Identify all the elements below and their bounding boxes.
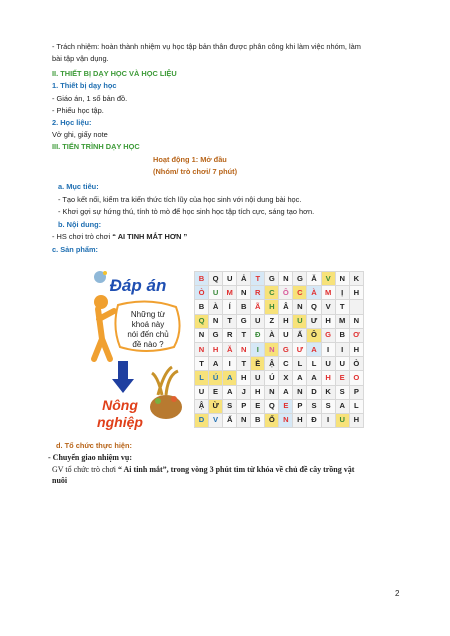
grid-cell: I xyxy=(223,357,237,371)
grid-cell: E xyxy=(335,371,349,385)
grid-cell: Í xyxy=(223,300,237,314)
sub-heading: b. Nội dung: xyxy=(58,220,102,229)
grid-cell: Ò xyxy=(349,357,363,371)
grid-cell: N xyxy=(265,385,279,399)
grid-cell: Â xyxy=(279,300,293,314)
illustration-title: Đáp án xyxy=(109,276,167,295)
grid-cell: O xyxy=(349,371,363,385)
grid-row xyxy=(195,342,364,356)
svg-text:Những từ: Những từ xyxy=(130,310,166,319)
text-line: - Chuyển giao nhiệm vụ: xyxy=(48,453,133,462)
grid-cell: X xyxy=(279,371,293,385)
grid-cell: A xyxy=(279,385,293,399)
grid-cell: Ấ xyxy=(293,328,307,342)
grid-cell: T xyxy=(223,314,237,328)
sub-heading: 2. Học liệu: xyxy=(52,118,92,127)
grid-cell: G xyxy=(265,272,279,286)
grid-cell: R xyxy=(251,286,265,300)
grid-cell: Ò xyxy=(195,286,209,300)
section-heading: III. TIẾN TRÌNH DẠY HỌC xyxy=(52,142,140,151)
answer-line-1: Nông xyxy=(102,397,138,413)
grid-cell: G xyxy=(209,328,223,342)
grid-cell: B xyxy=(251,413,265,427)
grid-cell: K xyxy=(321,385,335,399)
wheat-basket-icon xyxy=(150,367,182,419)
text-line: - Phiếu học tập. xyxy=(52,106,104,115)
grid-cell: N xyxy=(293,385,307,399)
grid-cell: N xyxy=(279,413,293,427)
grid-row xyxy=(195,314,364,328)
grid-row xyxy=(195,371,364,385)
grid-cell: H xyxy=(251,385,265,399)
grid-cell xyxy=(349,300,363,314)
activity-subtitle: (Nhóm/ trò chơi/ 7 phút) xyxy=(153,167,238,176)
grid-cell: U xyxy=(251,314,265,328)
grid-cell: T xyxy=(237,328,251,342)
grid-cell: G xyxy=(237,314,251,328)
grid-cell: Z xyxy=(265,314,279,328)
grid-cell: D xyxy=(307,385,321,399)
grid-cell: D xyxy=(195,413,209,427)
grid-cell: V xyxy=(209,413,223,427)
grid-cell: À xyxy=(307,286,321,300)
grid-cell: U xyxy=(335,413,349,427)
grid-cell: M xyxy=(321,286,335,300)
text-line: GV tổ chức trò chơi “ Ai tinh mắt”, trong vòng 3 phút tìm từ khóa về chủ đề cây trồng vật xyxy=(52,465,355,474)
grid-cell: Ơ xyxy=(349,328,363,342)
grid-cell: Ừ xyxy=(209,399,223,413)
grid-cell: N xyxy=(279,272,293,286)
grid-cell: N xyxy=(237,286,251,300)
grid-cell: B xyxy=(237,300,251,314)
activity-title: Hoạt động 1: Mở đầu xyxy=(153,155,227,164)
grid-row xyxy=(195,357,364,371)
grid-cell: Ề xyxy=(251,357,265,371)
grid-cell: U xyxy=(195,385,209,399)
grid-cell: Ư xyxy=(293,342,307,356)
text-line: - Tạo kết nối, kiểm tra kiến thức tích lũy của học sinh với nội dung bài học. xyxy=(58,195,302,204)
grid-cell: Ư xyxy=(307,314,321,328)
grid-cell: H xyxy=(349,286,363,300)
grid-cell: A xyxy=(223,371,237,385)
sub-heading: 1. Thiết bị dạy học xyxy=(52,81,117,90)
grid-cell: S xyxy=(335,385,349,399)
word-search-grid xyxy=(194,271,364,428)
grid-cell: L xyxy=(293,357,307,371)
grid-cell: G xyxy=(293,272,307,286)
grid-cell: I xyxy=(251,342,265,356)
sub-heading: a. Mục tiêu: xyxy=(58,182,99,191)
grid-cell: G xyxy=(279,342,293,356)
grid-row xyxy=(195,413,364,427)
text-line: - Giáo án, 1 số bản đồ. xyxy=(52,94,128,103)
grid-cell: U xyxy=(251,371,265,385)
sub-heading: c. Sản phẩm: xyxy=(52,245,98,254)
answer-illustration xyxy=(86,267,186,435)
sub-heading: d. Tổ chức thực hiện: xyxy=(56,441,132,450)
grid-cell: S xyxy=(321,399,335,413)
grid-cell: N xyxy=(335,272,349,286)
grid-cell: Ị xyxy=(335,286,349,300)
grid-cell: B xyxy=(195,300,209,314)
grid-cell: T xyxy=(195,357,209,371)
grid-cell: Ă xyxy=(307,272,321,286)
grid-row xyxy=(195,385,364,399)
grid-cell: R xyxy=(223,328,237,342)
grid-cell: U xyxy=(335,357,349,371)
grid-cell: E xyxy=(251,399,265,413)
grid-cell: G xyxy=(321,328,335,342)
grid-cell: Ô xyxy=(307,328,321,342)
grid-cell: U xyxy=(293,314,307,328)
grid-cell: Ô xyxy=(279,286,293,300)
svg-text:khoá này: khoá này xyxy=(131,320,165,329)
grid-cell: C xyxy=(279,357,293,371)
grid-row xyxy=(195,286,364,300)
grid-cell: M xyxy=(223,286,237,300)
text-line: - Khơi gợi sự hứng thú, tính tò mò để học sinh học tập tích cực, sáng tạo hơn. xyxy=(58,207,315,216)
grid-cell: U xyxy=(209,286,223,300)
grid-cell: A xyxy=(209,357,223,371)
grid-cell: Ả xyxy=(237,272,251,286)
text-line: Vở ghi, giấy note xyxy=(52,130,108,139)
grid-cell: P xyxy=(293,399,307,413)
grid-cell: T xyxy=(237,357,251,371)
grid-cell: Ấ xyxy=(223,413,237,427)
grid-cell: H xyxy=(349,342,363,356)
grid-cell: U xyxy=(279,328,293,342)
grid-cell: A xyxy=(307,371,321,385)
grid-cell: Ă xyxy=(223,342,237,356)
grid-cell: Q xyxy=(307,300,321,314)
page-number: 2 xyxy=(395,589,400,598)
grid-cell: H xyxy=(321,314,335,328)
grid-cell: H xyxy=(237,371,251,385)
grid-cell: I xyxy=(321,413,335,427)
grid-cell: E xyxy=(279,399,293,413)
grid-cell: Q xyxy=(265,399,279,413)
grid-cell: S xyxy=(223,399,237,413)
grid-cell: Ú xyxy=(209,371,223,385)
grid-cell: Đ xyxy=(307,413,321,427)
grid-cell: N xyxy=(237,413,251,427)
answer-line-2: nghiệp xyxy=(97,414,143,430)
grid-cell: H xyxy=(279,314,293,328)
text-line: - Trách nhiệm: hoàn thành nhiệm vụ học tập bản thân được phân công khi làm việc nhóm, làm xyxy=(52,42,361,51)
grid-cell: H xyxy=(209,342,223,356)
grid-cell: Ổ xyxy=(265,413,279,427)
grid-row xyxy=(195,328,364,342)
grid-cell: N xyxy=(195,342,209,356)
grid-cell: H xyxy=(293,413,307,427)
grid-cell: Ậ xyxy=(265,357,279,371)
grid-cell: V xyxy=(321,300,335,314)
grid-cell: Ã xyxy=(251,300,265,314)
grid-cell: S xyxy=(307,399,321,413)
text-line: bài tập vận dụng. xyxy=(52,54,109,63)
svg-text:đề nào ?: đề nào ? xyxy=(132,340,164,349)
text-line: - HS chơi trò chơi “ AI TINH MẮT HƠN ” xyxy=(52,232,188,241)
grid-cell: P xyxy=(349,385,363,399)
grid-cell: A xyxy=(335,399,349,413)
grid-row xyxy=(195,300,364,314)
section-heading: II. THIẾT BỊ DẠY HỌC VÀ HỌC LIỆU xyxy=(52,69,177,78)
grid-cell: E xyxy=(209,385,223,399)
grid-cell: C xyxy=(293,286,307,300)
grid-cell: A xyxy=(307,342,321,356)
grid-cell: N xyxy=(195,328,209,342)
grid-cell: Ậ xyxy=(195,399,209,413)
grid-cell: Ú xyxy=(265,371,279,385)
grid-cell: T xyxy=(251,272,265,286)
grid-cell: B xyxy=(335,328,349,342)
grid-cell: L xyxy=(195,371,209,385)
grid-row xyxy=(195,399,364,413)
grid-cell: Q xyxy=(195,314,209,328)
grid-cell: À xyxy=(265,328,279,342)
grid-row xyxy=(195,272,364,286)
grid-cell: N xyxy=(265,342,279,356)
grid-cell: U xyxy=(223,272,237,286)
grid-cell: N xyxy=(349,314,363,328)
arrow-down-icon xyxy=(112,361,134,393)
grid-cell: V xyxy=(321,272,335,286)
grid-cell: B xyxy=(195,272,209,286)
grid-cell: T xyxy=(335,300,349,314)
grid-cell: A xyxy=(293,371,307,385)
grid-cell: H xyxy=(349,413,363,427)
grid-cell: À xyxy=(209,300,223,314)
grid-cell: A xyxy=(223,385,237,399)
grid-cell: N xyxy=(209,314,223,328)
grid-cell: I xyxy=(335,342,349,356)
text-line: nuôi xyxy=(52,476,68,485)
grid-cell: Đ xyxy=(251,328,265,342)
grid-cell: P xyxy=(237,399,251,413)
grid-cell: L xyxy=(349,399,363,413)
grid-cell: K xyxy=(349,272,363,286)
grid-cell: N xyxy=(237,342,251,356)
stick-figure-icon xyxy=(94,295,114,359)
grid-cell: N xyxy=(293,300,307,314)
grid-cell: U xyxy=(321,357,335,371)
grid-cell: M xyxy=(335,314,349,328)
grid-cell: C xyxy=(265,286,279,300)
grid-cell: I xyxy=(321,342,335,356)
grid-cell: L xyxy=(307,357,321,371)
svg-text:nói đến chủ: nói đến chủ xyxy=(127,330,169,339)
grid-cell: Q xyxy=(209,272,223,286)
grid-cell: J xyxy=(237,385,251,399)
grid-cell: H xyxy=(321,371,335,385)
grid-cell: H xyxy=(265,300,279,314)
